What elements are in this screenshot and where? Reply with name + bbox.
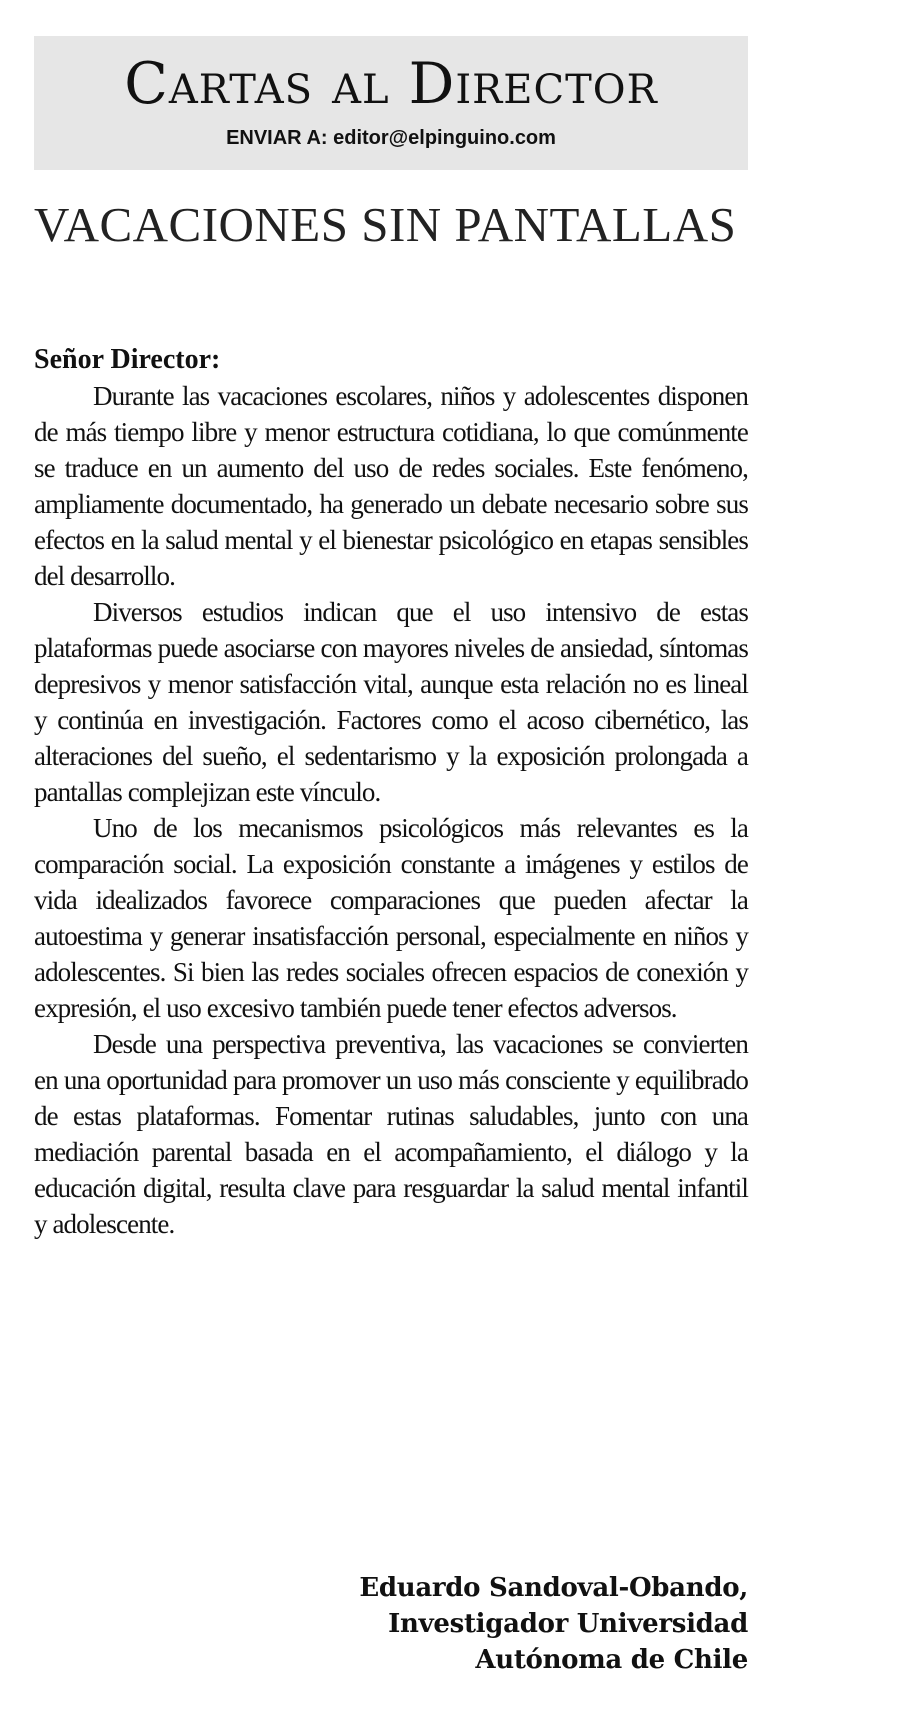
letter-title: VACACIONES SIN PANTALLAS [34,197,737,252]
signature-name: Eduardo Sandoval-Obando, [359,1573,748,1603]
letter-paragraph: Durante las vacaciones escolares, niños y adolescentes disponen de más tiempo libre y menor estructura cotidiana, lo que comúnmente se traduce en un aumento del uso de redes sociales. Este fenómeno, ampliamente documentado, ha generado un debate necesario sobre sus efectos en la salud mental y el bienestar psicológico en etapas sensibles del desarrollo. [34,381,748,591]
letter-paragraph: Desde una perspectiva preventiva, las vacaciones se convierten en una oportunidad para promover un uso más consciente y equilibrado de estas plataformas. Fomentar rutinas saludables, junto con una mediación parental basada en el acompañamiento, el diálogo y la educación digital, resulta clave para resguardar la salud mental infantil y adolescente. [34,1029,748,1239]
section-header [34,36,748,170]
letter-paragraph: Diversos estudios indican que el uso intensivo de estas plataformas puede asociarse con mayores niveles de ansiedad, síntomas depresivos y menor satisfacción vital, aunque esta relación no es lineal y continúa en investigación. Factores como el acoso cibernético, las alteraciones del sueño, el sedentarismo y la exposición prolongada a pantallas complejizan este vínculo. [34,597,748,807]
letter-body [34,378,748,1242]
letter-salutation: Señor Director: [34,344,221,375]
section-title: Cartas al Director [124,51,658,117]
signature-institution: Autónoma de Chile [475,1645,748,1675]
signature-position: Investigador Universidad [388,1609,748,1639]
letter-paragraph: Uno de los mecanismos psicológicos más relevantes es la comparación social. La exposición constante a imágenes y estilos de vida idealizados favorece comparaciones que pueden afectar la autoestima y generar insatisfacción personal, especialmente en niños y adolescentes. Si bien las redes sociales ofrecen espacios de conexión y expresión, el uso excesivo también puede tener efectos adversos. [34,813,748,1023]
send-to-email: ENVIAR A: editor@elpinguino.com [226,127,556,149]
letter-signature [359,1570,748,1678]
